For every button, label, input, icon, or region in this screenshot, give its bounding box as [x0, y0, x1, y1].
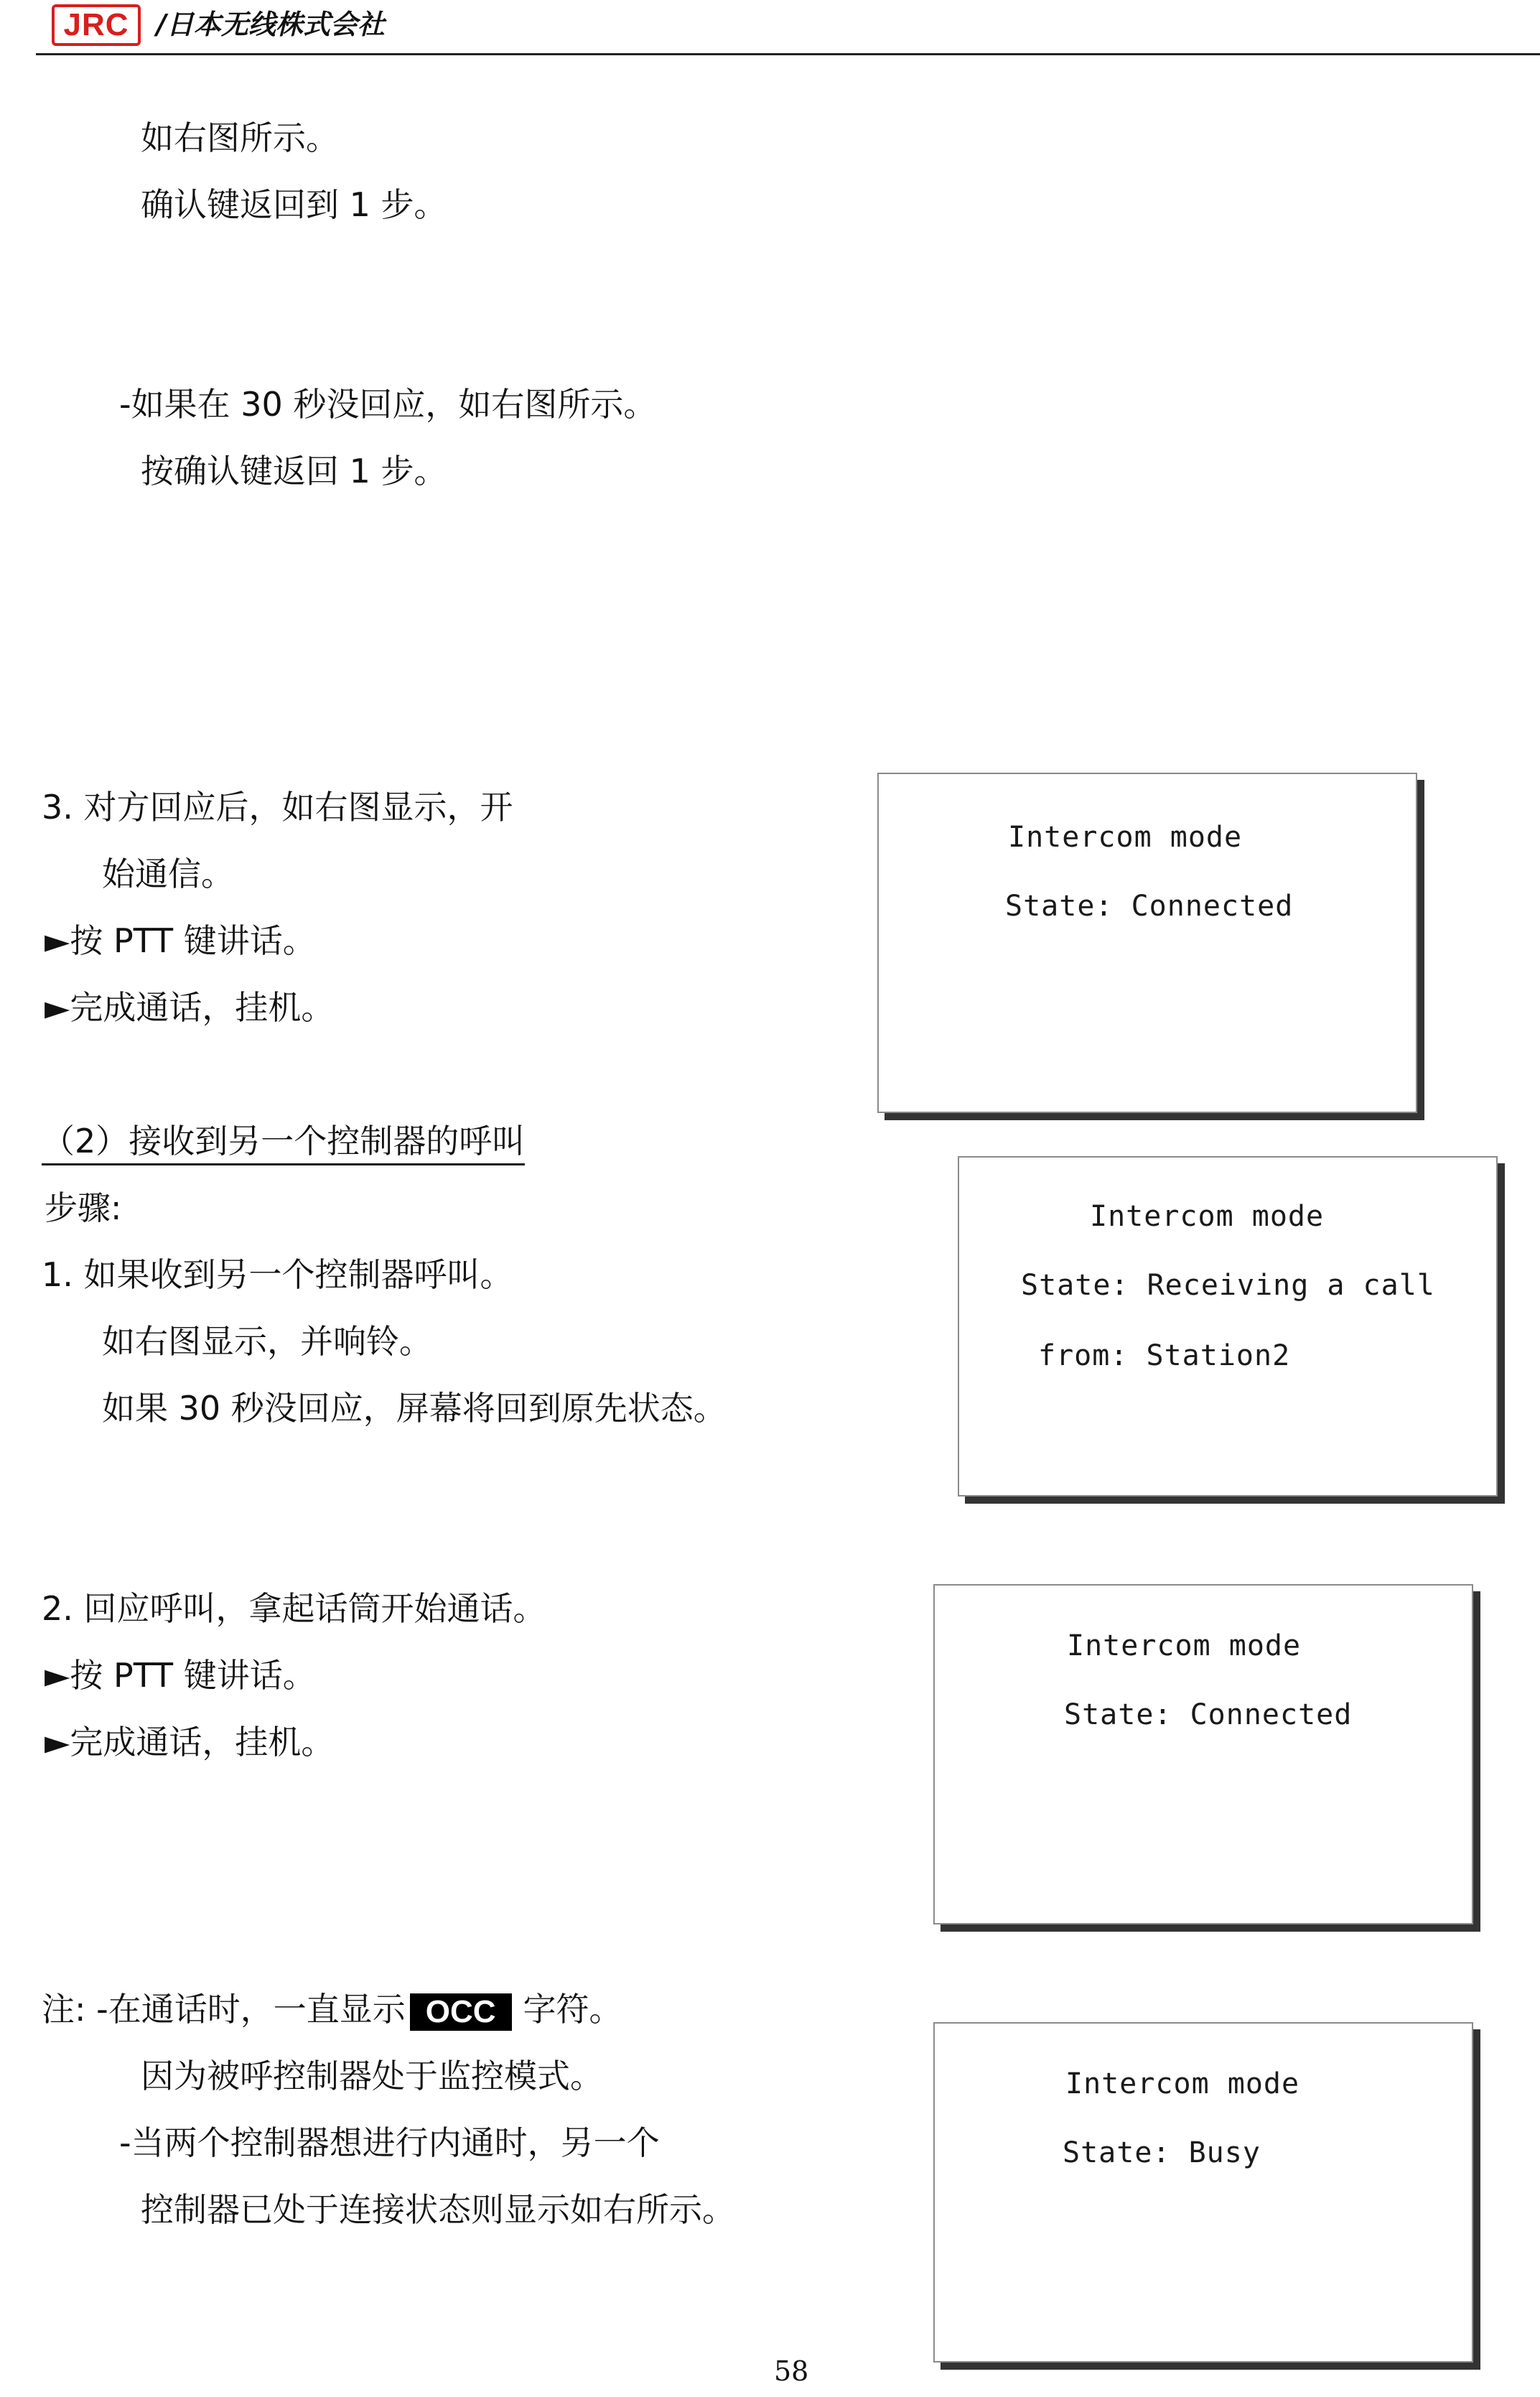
screen-mode-label: Intercom mode — [1008, 821, 1243, 854]
screen-from-label: from: Station2 — [1038, 1339, 1291, 1372]
step-3-line: 始通信。 — [102, 855, 234, 893]
section-title-text: （2）接收到另一个控制器的呼叫 — [42, 1122, 525, 1165]
jrc-logo: JRC — [52, 4, 141, 46]
intercom-screen-busy — [933, 2022, 1473, 2363]
bullet-hangup: ►完成通话，挂机。 — [45, 988, 335, 1027]
note-prefix: 注: -在通话时，一直显示 — [42, 1990, 406, 2029]
receive-step-1-line: 1. 如果收到另一个控制器呼叫。 — [42, 1255, 513, 1294]
screen-state-label: State: Busy — [1063, 2136, 1261, 2169]
header-divider — [36, 53, 1540, 55]
bullet-hangup: ►完成通话，挂机。 — [45, 1723, 335, 1761]
receive-step-1-line: 如果 30 秒没回应，屏幕将回到原先状态。 — [102, 1389, 727, 1428]
intercom-screen-connected — [877, 773, 1417, 1113]
intercom-screen-connected — [933, 1584, 1473, 1924]
paragraph-line: 按确认键返回 1 步。 — [141, 452, 447, 490]
paragraph-line: 确认键返回到 1 步。 — [141, 185, 447, 224]
screen-mode-label: Intercom mode — [1067, 1629, 1302, 1662]
paragraph-line: 如右图所示。 — [141, 118, 339, 157]
steps-label: 步骤: — [45, 1188, 122, 1227]
screen-mode-label: Intercom mode — [1090, 1200, 1325, 1233]
note-line: -当两个控制器想进行内通时，另一个 — [119, 2123, 660, 2162]
paragraph-line: -如果在 30 秒没回应，如右图所示。 — [119, 385, 657, 424]
screen-state-label: State: Connected — [1064, 1698, 1353, 1731]
bullet-ptt: ►按 PTT 键讲话。 — [45, 1656, 316, 1695]
page-header — [0, 0, 1540, 57]
receive-step-2-line: 2. 回应呼叫，拿起话筒开始通话。 — [42, 1589, 546, 1628]
screen-state-label: State: Connected — [1005, 890, 1294, 923]
intercom-screen-receiving — [958, 1156, 1498, 1497]
screen-mode-label: Intercom mode — [1065, 2067, 1300, 2100]
receive-step-1-line: 如右图显示，并响铃。 — [102, 1322, 432, 1361]
note-suffix: 字符。 — [523, 1990, 622, 2029]
company-name: /日本无线株式会社 — [157, 9, 385, 40]
note-line: 因为被呼控制器处于监控模式。 — [141, 2057, 603, 2095]
note-line: 控制器已处于连接状态则显示如右所示。 — [141, 2190, 735, 2229]
screen-state-label: State: Receiving a call — [1021, 1269, 1435, 1302]
bullet-ptt: ►按 PTT 键讲话。 — [45, 921, 316, 960]
step-3-line: 3. 对方回应后，如右图显示，开 — [42, 788, 513, 827]
note-line — [42, 1989, 622, 2031]
section-title — [42, 1121, 525, 1161]
occ-indicator: OCC — [410, 1993, 512, 2031]
page-number: 58 — [774, 2355, 809, 2387]
